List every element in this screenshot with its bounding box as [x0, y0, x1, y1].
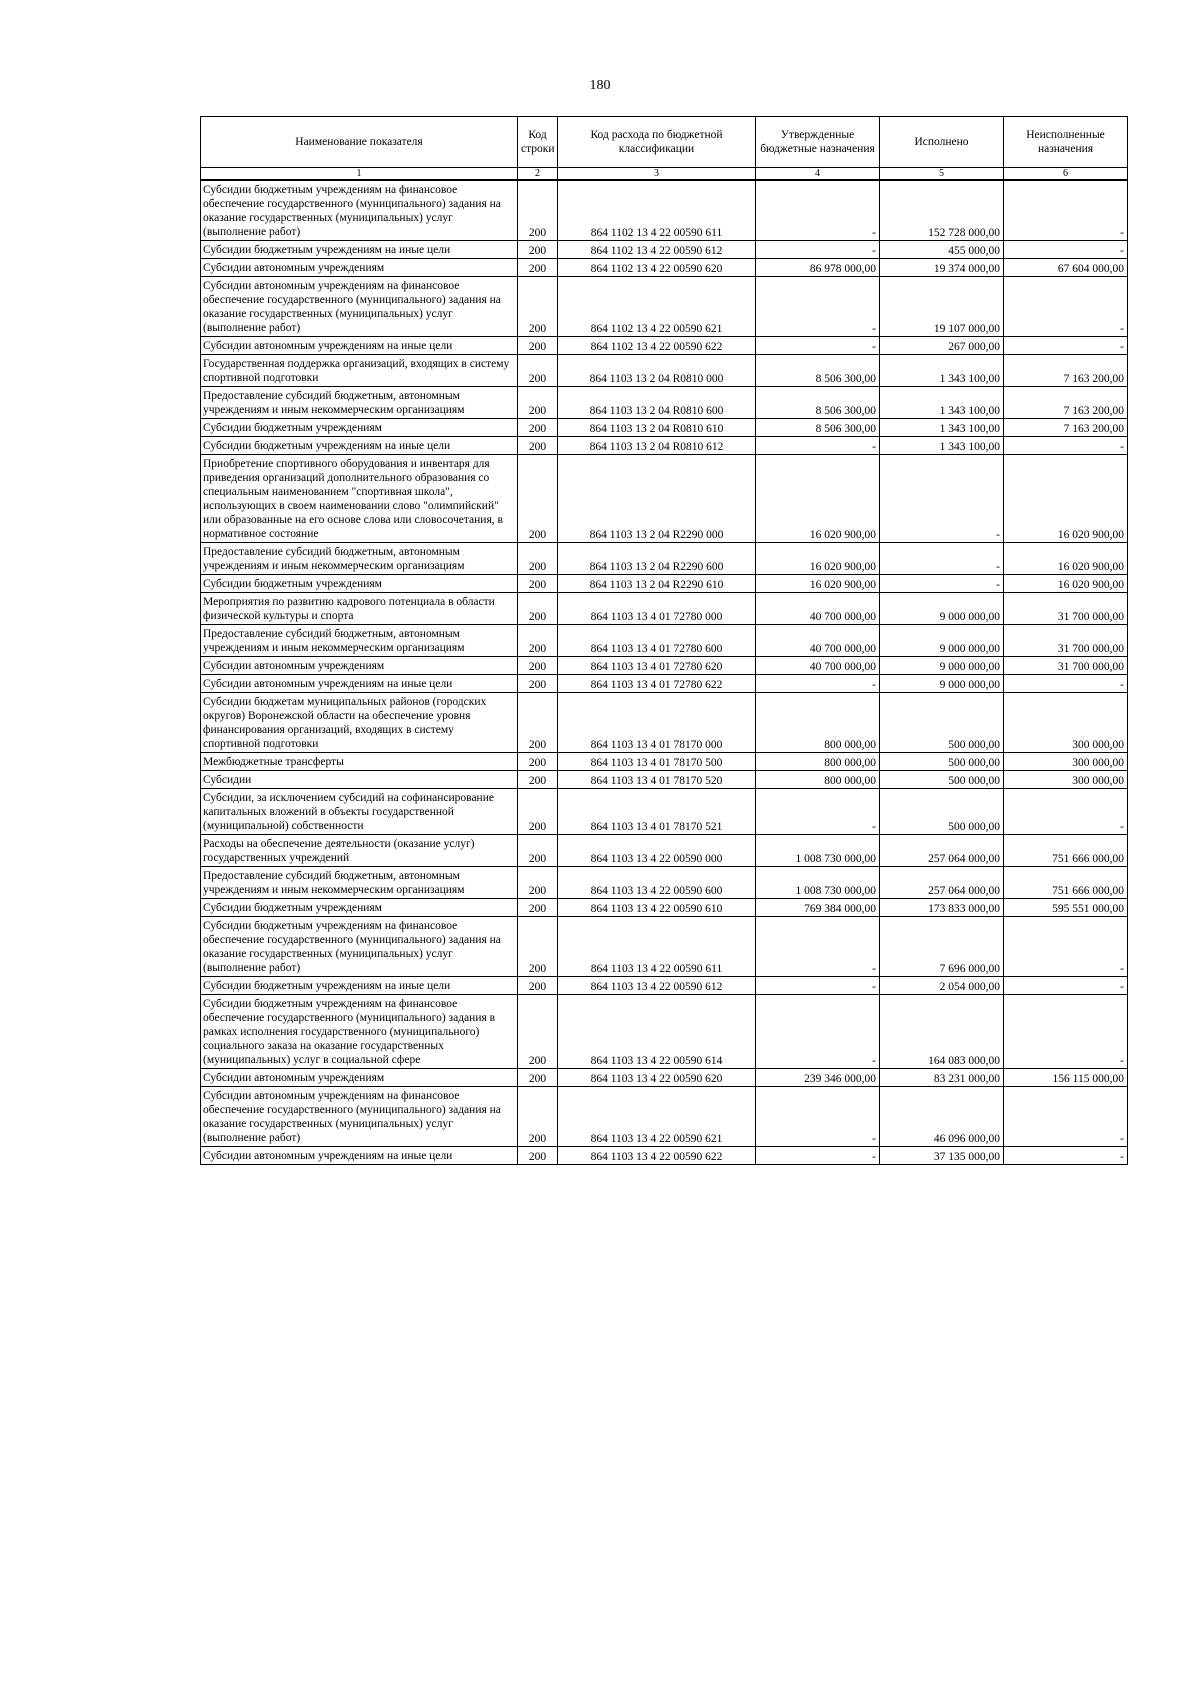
row-expense-code: 864 1103 13 2 04 R2290 610 [558, 575, 756, 593]
row-unexecuted: 7 163 200,00 [1004, 355, 1128, 387]
row-line-code: 200 [518, 995, 558, 1069]
row-approved: - [756, 337, 880, 355]
row-name: Межбюджетные трансферты [201, 753, 518, 771]
budget-execution-table [200, 116, 1128, 1165]
row-expense-code: 864 1103 13 4 01 72780 620 [558, 657, 756, 675]
table-row [201, 1069, 1128, 1087]
row-expense-code: 864 1103 13 2 04 R2290 000 [558, 455, 756, 543]
row-executed: 46 096 000,00 [880, 1087, 1004, 1147]
row-unexecuted: - [1004, 675, 1128, 693]
row-expense-code: 864 1103 13 4 22 00590 600 [558, 867, 756, 899]
row-name: Субсидии бюджетным учреждениям на иные цели [201, 241, 518, 259]
row-line-code: 200 [518, 1069, 558, 1087]
row-unexecuted: - [1004, 995, 1128, 1069]
row-line-code: 200 [518, 455, 558, 543]
row-expense-code: 864 1103 13 4 01 78170 520 [558, 771, 756, 789]
table-body [201, 180, 1128, 1165]
table-row [201, 419, 1128, 437]
row-unexecuted: - [1004, 180, 1128, 241]
row-approved: - [756, 789, 880, 835]
row-expense-code: 864 1103 13 4 22 00590 000 [558, 835, 756, 867]
row-unexecuted: 300 000,00 [1004, 771, 1128, 789]
row-name: Субсидии бюджетным учреждениям на финансовое обеспечение государственного (муниципального) задания в рамках исполнения государственного (муниципального) социального заказа на оказание государственных (муниципальных) услуг в социальной сфере [201, 995, 518, 1069]
row-line-code: 200 [518, 789, 558, 835]
row-line-code: 200 [518, 437, 558, 455]
row-approved: - [756, 437, 880, 455]
row-line-code: 200 [518, 575, 558, 593]
row-name: Субсидии бюджетным учреждениям на иные цели [201, 437, 518, 455]
row-line-code: 200 [518, 355, 558, 387]
row-expense-code: 864 1103 13 4 01 72780 600 [558, 625, 756, 657]
row-approved: 800 000,00 [756, 753, 880, 771]
row-name: Субсидии автономным учреждениям на иные цели [201, 337, 518, 355]
row-unexecuted: - [1004, 917, 1128, 977]
row-executed: 7 696 000,00 [880, 917, 1004, 977]
row-line-code: 200 [518, 917, 558, 977]
row-line-code: 200 [518, 675, 558, 693]
row-unexecuted: 7 163 200,00 [1004, 419, 1128, 437]
row-unexecuted: 16 020 900,00 [1004, 575, 1128, 593]
row-executed: 1 343 100,00 [880, 355, 1004, 387]
row-name: Субсидии бюджетным учреждениям [201, 575, 518, 593]
row-expense-code: 864 1102 13 4 22 00590 620 [558, 259, 756, 277]
row-approved: - [756, 1087, 880, 1147]
row-unexecuted: 751 666 000,00 [1004, 867, 1128, 899]
row-approved: 1 008 730 000,00 [756, 867, 880, 899]
row-unexecuted: 31 700 000,00 [1004, 593, 1128, 625]
table-header-row [201, 117, 1128, 168]
row-approved: 769 384 000,00 [756, 899, 880, 917]
row-unexecuted: - [1004, 977, 1128, 995]
row-approved: 16 020 900,00 [756, 543, 880, 575]
row-executed: 455 000,00 [880, 241, 1004, 259]
row-unexecuted: 156 115 000,00 [1004, 1069, 1128, 1087]
header-approved: Утвержденные бюджетные назначения [756, 117, 880, 168]
row-expense-code: 864 1103 13 4 01 78170 521 [558, 789, 756, 835]
column-number: 6 [1004, 168, 1128, 181]
row-line-code: 200 [518, 593, 558, 625]
row-executed: 83 231 000,00 [880, 1069, 1004, 1087]
row-line-code: 200 [518, 387, 558, 419]
table-row [201, 867, 1128, 899]
table-row [201, 437, 1128, 455]
row-name: Субсидии автономным учреждениям на иные цели [201, 675, 518, 693]
row-executed: - [880, 543, 1004, 575]
row-expense-code: 864 1103 13 4 22 00590 620 [558, 1069, 756, 1087]
row-approved: 86 978 000,00 [756, 259, 880, 277]
table-row [201, 1147, 1128, 1165]
row-unexecuted: 751 666 000,00 [1004, 835, 1128, 867]
row-unexecuted: - [1004, 337, 1128, 355]
header-line-code: Код строки [518, 117, 558, 168]
row-line-code: 200 [518, 1147, 558, 1165]
row-unexecuted: - [1004, 1147, 1128, 1165]
row-unexecuted: - [1004, 437, 1128, 455]
row-name: Субсидии автономным учреждениям [201, 1069, 518, 1087]
row-expense-code: 864 1103 13 2 04 R0810 600 [558, 387, 756, 419]
table-row [201, 337, 1128, 355]
row-name: Предоставление субсидий бюджетным, автономным учреждениям и иным некоммерческим организациям [201, 867, 518, 899]
row-expense-code: 864 1103 13 4 01 78170 000 [558, 693, 756, 753]
row-expense-code: 864 1103 13 4 22 00590 621 [558, 1087, 756, 1147]
row-approved: 40 700 000,00 [756, 625, 880, 657]
row-line-code: 200 [518, 277, 558, 337]
row-expense-code: 864 1103 13 4 22 00590 614 [558, 995, 756, 1069]
row-approved: 8 506 300,00 [756, 387, 880, 419]
row-expense-code: 864 1102 13 4 22 00590 621 [558, 277, 756, 337]
table-row [201, 259, 1128, 277]
row-executed: 164 083 000,00 [880, 995, 1004, 1069]
row-name: Субсидии бюджетным учреждениям на иные цели [201, 977, 518, 995]
row-name: Расходы на обеспечение деятельности (оказание услуг) государственных учреждений [201, 835, 518, 867]
row-approved: - [756, 917, 880, 977]
row-approved: - [756, 180, 880, 241]
row-expense-code: 864 1102 13 4 22 00590 622 [558, 337, 756, 355]
row-approved: 8 506 300,00 [756, 355, 880, 387]
row-unexecuted: 595 551 000,00 [1004, 899, 1128, 917]
row-line-code: 200 [518, 693, 558, 753]
header-unexecuted: Неисполненные назначения [1004, 117, 1128, 168]
row-line-code: 200 [518, 753, 558, 771]
row-expense-code: 864 1103 13 2 04 R2290 600 [558, 543, 756, 575]
table-row [201, 575, 1128, 593]
row-line-code: 200 [518, 899, 558, 917]
table-row [201, 455, 1128, 543]
column-number: 3 [558, 168, 756, 181]
row-unexecuted: - [1004, 277, 1128, 337]
row-executed: 9 000 000,00 [880, 593, 1004, 625]
row-line-code: 200 [518, 543, 558, 575]
row-approved: 40 700 000,00 [756, 657, 880, 675]
row-line-code: 200 [518, 259, 558, 277]
row-executed: 2 054 000,00 [880, 977, 1004, 995]
row-line-code: 200 [518, 835, 558, 867]
row-executed: 1 343 100,00 [880, 387, 1004, 419]
row-executed: 152 728 000,00 [880, 180, 1004, 241]
table-row [201, 675, 1128, 693]
table-row [201, 789, 1128, 835]
row-executed: 9 000 000,00 [880, 675, 1004, 693]
row-name: Государственная поддержка организаций, входящих в систему спортивной подготовки [201, 355, 518, 387]
row-line-code: 200 [518, 180, 558, 241]
row-executed: - [880, 455, 1004, 543]
column-number: 1 [201, 168, 518, 181]
row-expense-code: 864 1103 13 2 04 R0810 612 [558, 437, 756, 455]
table-row [201, 899, 1128, 917]
table-row [201, 241, 1128, 259]
column-number: 2 [518, 168, 558, 181]
row-line-code: 200 [518, 625, 558, 657]
row-name: Предоставление субсидий бюджетным, автономным учреждениям и иным некоммерческим организациям [201, 387, 518, 419]
row-executed: 257 064 000,00 [880, 835, 1004, 867]
row-expense-code: 864 1102 13 4 22 00590 612 [558, 241, 756, 259]
row-executed: 1 343 100,00 [880, 419, 1004, 437]
column-number-row [201, 168, 1128, 181]
row-name: Субсидии бюджетным учреждениям на финансовое обеспечение государственного (муниципального) задания на оказание государственных (муниципальных) услуг (выполнение работ) [201, 917, 518, 977]
row-unexecuted: 300 000,00 [1004, 753, 1128, 771]
row-expense-code: 864 1103 13 4 01 72780 000 [558, 593, 756, 625]
table-row [201, 657, 1128, 675]
row-approved: 8 506 300,00 [756, 419, 880, 437]
row-name: Субсидии бюджетным учреждениям [201, 899, 518, 917]
row-unexecuted: 16 020 900,00 [1004, 455, 1128, 543]
page-number: 180 [589, 78, 611, 93]
table-row [201, 387, 1128, 419]
row-line-code: 200 [518, 241, 558, 259]
row-executed: 500 000,00 [880, 771, 1004, 789]
row-approved: 800 000,00 [756, 771, 880, 789]
row-approved: - [756, 277, 880, 337]
row-expense-code: 864 1103 13 4 01 78170 500 [558, 753, 756, 771]
row-approved: - [756, 675, 880, 693]
row-expense-code: 864 1103 13 4 22 00590 611 [558, 917, 756, 977]
table-row [201, 355, 1128, 387]
row-executed: 19 374 000,00 [880, 259, 1004, 277]
table-row [201, 771, 1128, 789]
row-unexecuted: - [1004, 1087, 1128, 1147]
table-row [201, 835, 1128, 867]
row-unexecuted: 31 700 000,00 [1004, 657, 1128, 675]
row-executed: 19 107 000,00 [880, 277, 1004, 337]
row-name: Мероприятия по развитию кадрового потенциала в области физической культуры и спорта [201, 593, 518, 625]
table-row [201, 1087, 1128, 1147]
row-line-code: 200 [518, 1087, 558, 1147]
row-approved: - [756, 995, 880, 1069]
row-executed: 37 135 000,00 [880, 1147, 1004, 1165]
header-expense-code: Код расхода по бюджетной классификации [558, 117, 756, 168]
row-name: Субсидии бюджетным учреждениям на финансовое обеспечение государственного (муниципального) задания на оказание государственных (муниципальных) услуг (выполнение работ) [201, 180, 518, 241]
row-unexecuted: 67 604 000,00 [1004, 259, 1128, 277]
row-executed: 257 064 000,00 [880, 867, 1004, 899]
table-row [201, 917, 1128, 977]
row-executed: 9 000 000,00 [880, 625, 1004, 657]
row-executed: 9 000 000,00 [880, 657, 1004, 675]
row-unexecuted: 7 163 200,00 [1004, 387, 1128, 419]
row-line-code: 200 [518, 419, 558, 437]
row-name: Предоставление субсидий бюджетным, автономным учреждениям и иным некоммерческим организациям [201, 543, 518, 575]
table-row [201, 995, 1128, 1069]
column-number: 4 [756, 168, 880, 181]
row-expense-code: 864 1103 13 4 22 00590 622 [558, 1147, 756, 1165]
row-unexecuted: - [1004, 241, 1128, 259]
row-name: Субсидии бюджетам муниципальных районов (городских округов) Воронежской области на обеспечение уровня финансирования организаций, входящих в систему спортивной подготовки [201, 693, 518, 753]
table-row [201, 277, 1128, 337]
row-approved: 40 700 000,00 [756, 593, 880, 625]
table-row [201, 543, 1128, 575]
row-name: Субсидии автономным учреждениям на иные цели [201, 1147, 518, 1165]
row-name: Субсидии, за исключением субсидий на софинансирование капитальных вложений в объекты государственной (муниципальной) собственности [201, 789, 518, 835]
row-executed: - [880, 575, 1004, 593]
row-approved: - [756, 977, 880, 995]
row-name: Предоставление субсидий бюджетным, автономным учреждениям и иным некоммерческим организациям [201, 625, 518, 657]
row-approved: 16 020 900,00 [756, 575, 880, 593]
row-line-code: 200 [518, 977, 558, 995]
table-row [201, 977, 1128, 995]
row-approved: - [756, 241, 880, 259]
row-expense-code: 864 1102 13 4 22 00590 611 [558, 180, 756, 241]
row-name: Субсидии автономным учреждениям [201, 657, 518, 675]
row-line-code: 200 [518, 337, 558, 355]
row-approved: 800 000,00 [756, 693, 880, 753]
row-unexecuted: - [1004, 789, 1128, 835]
row-approved: 1 008 730 000,00 [756, 835, 880, 867]
row-unexecuted: 16 020 900,00 [1004, 543, 1128, 575]
row-expense-code: 864 1103 13 4 22 00590 612 [558, 977, 756, 995]
row-expense-code: 864 1103 13 4 22 00590 610 [558, 899, 756, 917]
row-executed: 267 000,00 [880, 337, 1004, 355]
row-line-code: 200 [518, 771, 558, 789]
row-approved: - [756, 1147, 880, 1165]
row-approved: 239 346 000,00 [756, 1069, 880, 1087]
row-unexecuted: 300 000,00 [1004, 693, 1128, 753]
row-line-code: 200 [518, 657, 558, 675]
column-number: 5 [880, 168, 1004, 181]
row-name: Субсидии бюджетным учреждениям [201, 419, 518, 437]
row-line-code: 200 [518, 867, 558, 899]
table-row [201, 593, 1128, 625]
row-expense-code: 864 1103 13 4 01 72780 622 [558, 675, 756, 693]
header-executed: Исполнено [880, 117, 1004, 168]
table-row [201, 625, 1128, 657]
table-row [201, 753, 1128, 771]
table-row [201, 693, 1128, 753]
row-executed: 1 343 100,00 [880, 437, 1004, 455]
row-expense-code: 864 1103 13 2 04 R0810 610 [558, 419, 756, 437]
row-approved: 16 020 900,00 [756, 455, 880, 543]
row-name: Субсидии автономным учреждениям на финансовое обеспечение государственного (муниципального) задания на оказание государственных (муниципальных) услуг (выполнение работ) [201, 1087, 518, 1147]
row-expense-code: 864 1103 13 2 04 R0810 000 [558, 355, 756, 387]
row-executed: 500 000,00 [880, 693, 1004, 753]
row-name: Приобретение спортивного оборудования и инвентаря для приведения организаций дополнительного образования со специальным наименованием "спортивная школа", использующих в своем наименовании слово "олимпийский" или образованные на его основе слова или словосочетания, в нормативное состояние [201, 455, 518, 543]
row-executed: 500 000,00 [880, 753, 1004, 771]
header-indicator-name: Наименование показателя [201, 117, 518, 168]
row-name: Субсидии автономным учреждениям [201, 259, 518, 277]
row-executed: 173 833 000,00 [880, 899, 1004, 917]
row-name: Субсидии автономным учреждениям на финансовое обеспечение государственного (муниципального) задания на оказание государственных (муниципальных) услуг (выполнение работ) [201, 277, 518, 337]
row-name: Субсидии [201, 771, 518, 789]
row-executed: 500 000,00 [880, 789, 1004, 835]
row-unexecuted: 31 700 000,00 [1004, 625, 1128, 657]
table-row [201, 180, 1128, 241]
